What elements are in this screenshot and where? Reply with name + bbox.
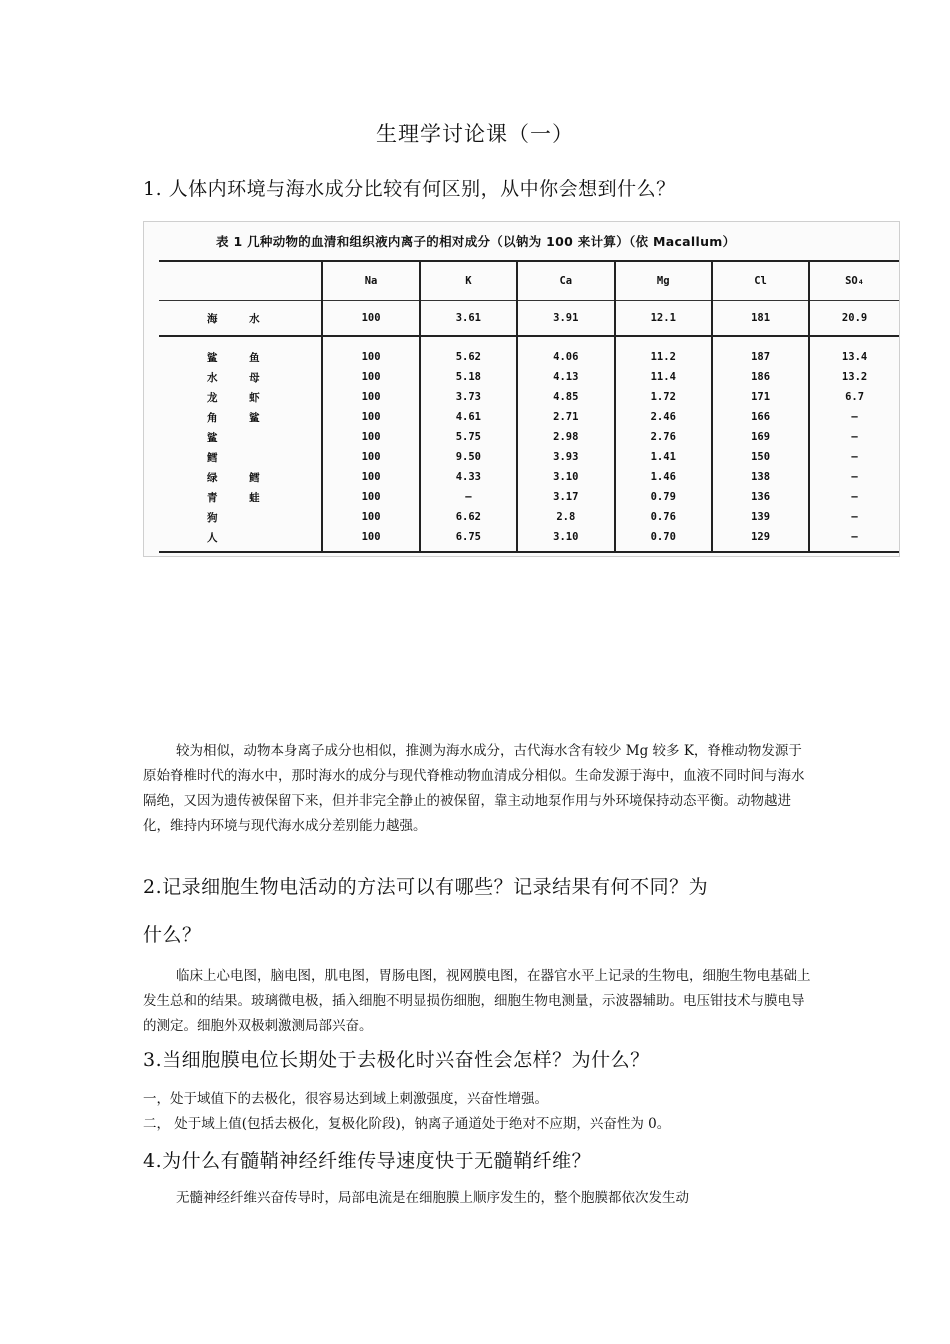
value-cell: 9.50 <box>420 447 517 467</box>
column-header: SO₄ <box>809 261 899 301</box>
table-caption: 表 1 几种动物的血清和组织液内离子的相对成分（以钠为 100 来计算）（依 Macallum） <box>216 234 736 249</box>
value-cell: 100 <box>322 527 419 552</box>
value-cell: — <box>809 527 899 552</box>
answer-4: 无髓神经纤维兴奋传导时，局部电流是在细胞膜上顺序发生的，整个胞膜都依次发生动 <box>176 1190 689 1206</box>
value-cell: 2.98 <box>517 427 614 447</box>
value-cell: 100 <box>322 447 419 467</box>
value-cell: 5.62 <box>420 336 517 367</box>
table-row <box>159 301 899 337</box>
value-cell: — <box>809 447 899 467</box>
page-title: 生理学讨论课（一） <box>376 122 574 146</box>
value-cell: 20.9 <box>809 301 899 337</box>
value-cell: 138 <box>712 467 809 487</box>
value-cell: 1.41 <box>615 447 712 467</box>
value-cell: 129 <box>712 527 809 552</box>
value-cell: 181 <box>712 301 809 337</box>
value-cell: 13.4 <box>809 336 899 367</box>
question-1: 1. 人体内环境与海水成分比较有何区别，从中你会想到什么？ <box>143 178 676 200</box>
value-cell: 186 <box>712 367 809 387</box>
answer-1: 较为相似，动物本身离子成分也相似，推测为海水成分，古代海水含有较少 Mg 较多 K，脊椎动物发源于原始脊椎时代的海水中，那时海水的成分与现代脊椎动物血清成分相似。生命发源于海中，血液不同时间与海水隔绝，又因为遗传被保留下来，但并非完全静止的被保留，靠主动地泵作用与外环境保持动态平衡。动物越进化，维持内环境与现代海水成分差别能力越强。 <box>143 743 805 834</box>
table-row <box>159 447 899 467</box>
table-row <box>159 367 899 387</box>
value-cell: — <box>809 407 899 427</box>
value-cell: 100 <box>322 387 419 407</box>
value-cell: 0.79 <box>615 487 712 507</box>
value-cell: 2.8 <box>517 507 614 527</box>
value-cell: 0.70 <box>615 527 712 552</box>
table-row <box>159 487 899 507</box>
value-cell: 3.17 <box>517 487 614 507</box>
value-cell: — <box>809 467 899 487</box>
value-cell: 3.10 <box>517 467 614 487</box>
value-cell: — <box>420 487 517 507</box>
answer-2: 临床上心电图，脑电图，肌电图，胃肠电图，视网膜电图，在器官水平上记录的生物电，细胞生物电基础上发生总和的结果。玻璃微电极，插入细胞不明显损伤细胞，细胞生物电测量，示波器辅助。电压钳技术与膜电导的测定。细胞外双极刺激测局部兴奋。 <box>143 968 811 1034</box>
species-cell: 狗 <box>207 511 232 524</box>
column-header: Mg <box>615 261 712 301</box>
value-cell: 139 <box>712 507 809 527</box>
value-cell: 100 <box>322 467 419 487</box>
value-cell: 100 <box>322 336 419 367</box>
ion-composition-table <box>159 260 899 553</box>
value-cell: 100 <box>322 507 419 527</box>
table-row <box>159 336 899 367</box>
value-cell: 1.72 <box>615 387 712 407</box>
value-cell: 100 <box>322 487 419 507</box>
value-cell: 150 <box>712 447 809 467</box>
value-cell: 13.2 <box>809 367 899 387</box>
species-cell: 水 母 <box>207 371 274 384</box>
value-cell: 3.61 <box>420 301 517 337</box>
column-header <box>159 261 322 301</box>
column-header: K <box>420 261 517 301</box>
species-cell: 绿 鳕 <box>207 471 274 484</box>
value-cell: 5.18 <box>420 367 517 387</box>
question-2-line-1: 2.记录细胞生物电活动的方法可以有哪些？记录结果有何不同？为 <box>143 876 709 898</box>
value-cell: 3.73 <box>420 387 517 407</box>
value-cell: 100 <box>322 367 419 387</box>
answer-3-item-1: 一，处于域值下的去极化，很容易达到域上刺激强度，兴奋性增强。 <box>143 1091 548 1107</box>
value-cell: 11.4 <box>615 367 712 387</box>
value-cell: 2.71 <box>517 407 614 427</box>
species-cell: 青 蛙 <box>207 491 274 504</box>
value-cell: 171 <box>712 387 809 407</box>
table-row <box>159 527 899 552</box>
answer-3-item-2: 二， 处于域上值(包括去极化，复极化阶段)，钠离子通道处于绝对不应期，兴奋性为 0。 <box>143 1116 671 1132</box>
value-cell: 4.85 <box>517 387 614 407</box>
value-cell: 2.46 <box>615 407 712 427</box>
value-cell: 11.2 <box>615 336 712 367</box>
species-cell: 角 鲨 <box>207 411 274 424</box>
value-cell: 3.10 <box>517 527 614 552</box>
value-cell: — <box>809 427 899 447</box>
value-cell: 166 <box>712 407 809 427</box>
value-cell: — <box>809 507 899 527</box>
species-cell: 鳕 <box>207 451 232 464</box>
species-cell: 鲨 <box>207 431 232 444</box>
table-row <box>159 427 899 447</box>
species-cell: 海 水 <box>159 301 322 337</box>
species-cell: 龙 虾 <box>207 391 274 404</box>
column-header: Cl <box>712 261 809 301</box>
value-cell: 4.33 <box>420 467 517 487</box>
value-cell: 0.76 <box>615 507 712 527</box>
value-cell: — <box>809 487 899 507</box>
species-cell: 鲨 鱼 <box>207 351 274 364</box>
value-cell: 136 <box>712 487 809 507</box>
species-cell: 人 <box>159 527 322 552</box>
value-cell: 169 <box>712 427 809 447</box>
value-cell: 4.13 <box>517 367 614 387</box>
question-3: 3.当细胞膜电位长期处于去极化时兴奋性会怎样？为什么？ <box>143 1049 650 1071</box>
value-cell: 187 <box>712 336 809 367</box>
column-header: Ca <box>517 261 614 301</box>
value-cell: 3.93 <box>517 447 614 467</box>
value-cell: 100 <box>322 407 419 427</box>
value-cell: 2.76 <box>615 427 712 447</box>
table-row <box>159 507 899 527</box>
question-4: 4.为什么有髓鞘神经纤维传导速度快于无髓鞘纤维？ <box>143 1150 592 1172</box>
value-cell: 12.1 <box>615 301 712 337</box>
value-cell: 1.46 <box>615 467 712 487</box>
value-cell: 3.91 <box>517 301 614 337</box>
ion-table-figure <box>143 221 900 557</box>
column-header: Na <box>322 261 419 301</box>
value-cell: 6.75 <box>420 527 517 552</box>
question-2-line-2: 什么？ <box>143 924 202 946</box>
value-cell: 6.62 <box>420 507 517 527</box>
value-cell: 4.61 <box>420 407 517 427</box>
value-cell: 100 <box>322 427 419 447</box>
table-row <box>159 387 899 407</box>
table-row <box>159 467 899 487</box>
value-cell: 5.75 <box>420 427 517 447</box>
value-cell: 100 <box>322 301 419 337</box>
value-cell: 6.7 <box>809 387 899 407</box>
value-cell: 4.06 <box>517 336 614 367</box>
table-row <box>159 407 899 427</box>
